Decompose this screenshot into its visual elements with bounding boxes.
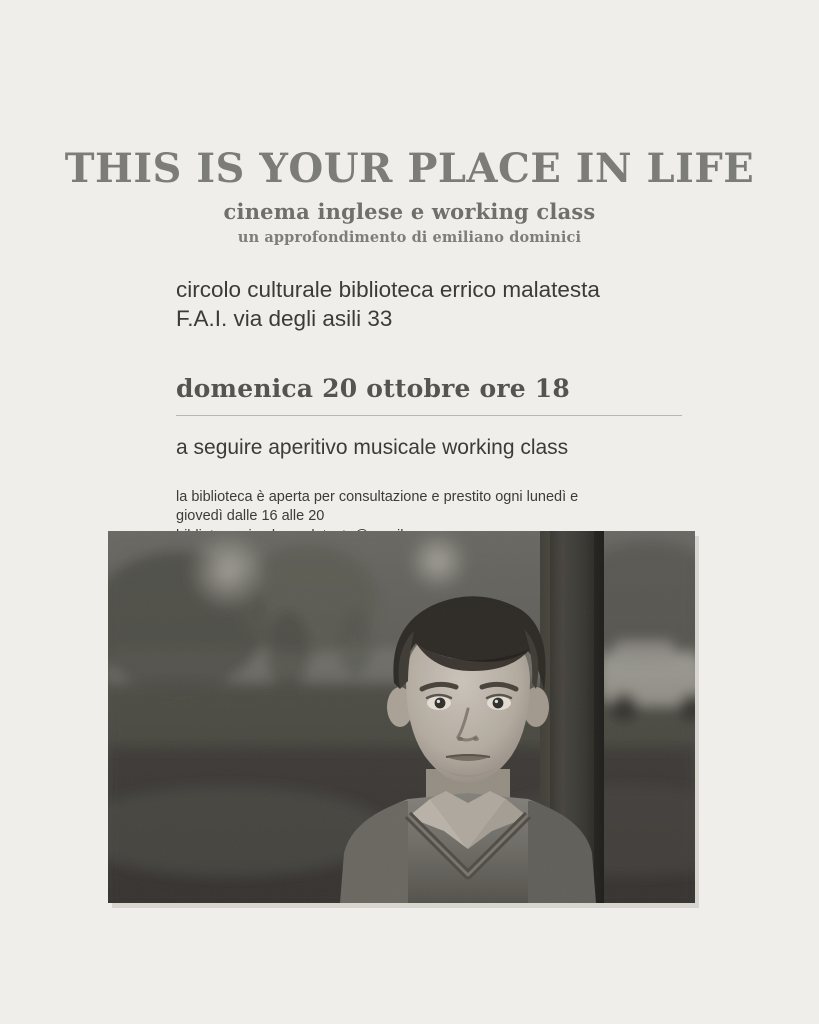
event-date: domenica 20 ottobre ore 18 (176, 373, 570, 403)
headline-block (0, 145, 819, 246)
venue-line-1: circolo culturale biblioteca errico malatesta (176, 277, 600, 302)
fineprint-line-2: giovedì dalle 16 alle 20 (176, 508, 325, 525)
venue-line-2: F.A.I. via degli asili 33 (176, 305, 393, 331)
photo-wrap (108, 531, 695, 903)
venue (176, 276, 696, 334)
fineprint-line-1: la biblioteca è aperta per consultazione e prestito ogni lunedì e (176, 488, 579, 505)
page-subtitle: cinema inglese e working class (223, 199, 596, 224)
page-subtitle-secondary: un approfondimento di emiliano dominici (237, 229, 582, 246)
info-block (176, 276, 696, 547)
divider (176, 415, 682, 416)
photo-boy-black-and-white (108, 531, 695, 903)
page-title: THIS IS YOUR PLACE IN LIFE (64, 145, 755, 192)
after-event-text: a seguire aperitivo musicale working class (176, 435, 569, 459)
